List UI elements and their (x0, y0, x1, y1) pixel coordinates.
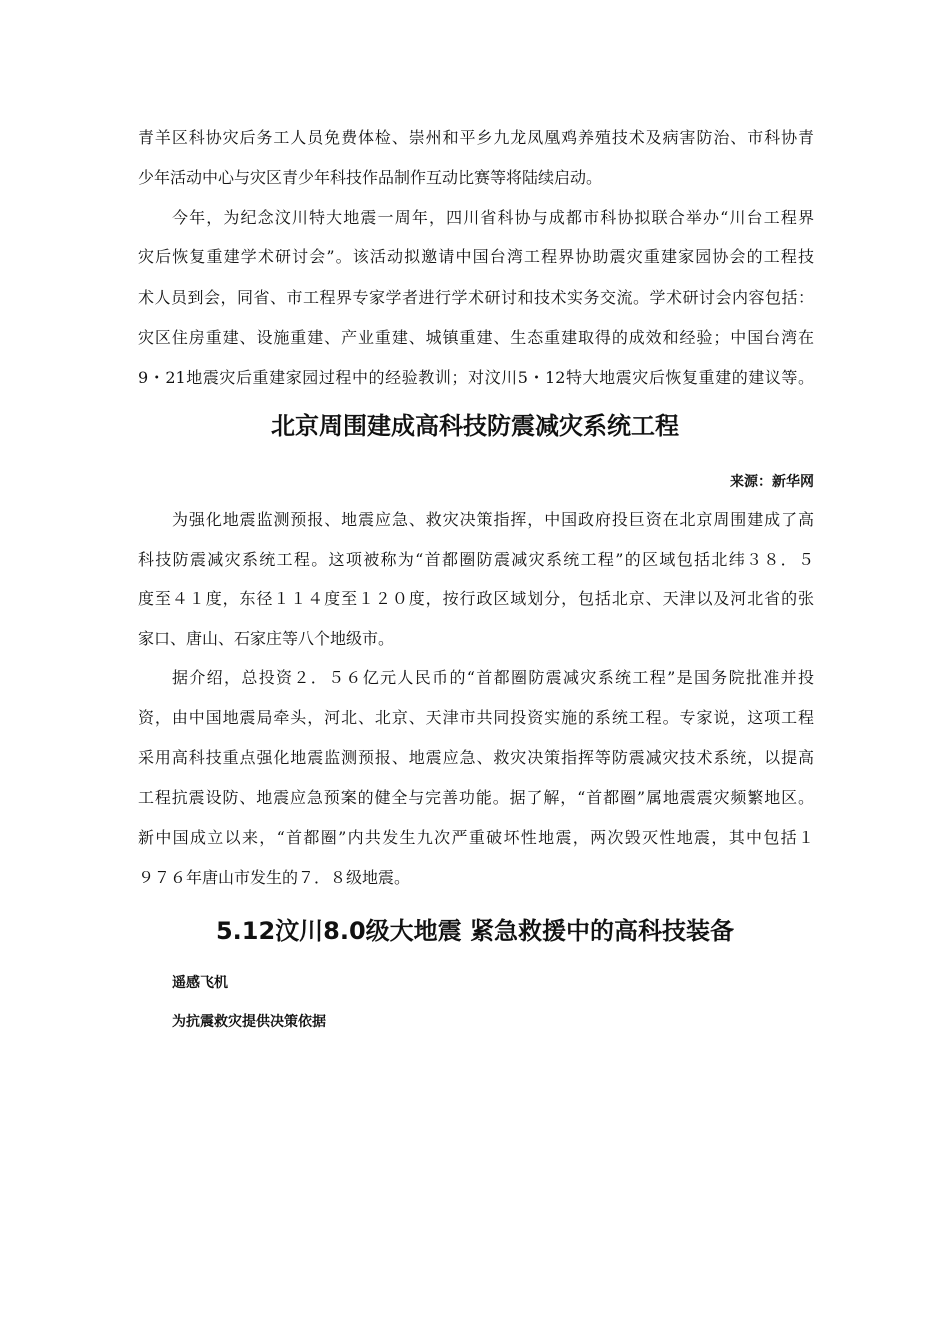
paragraph-line: 工程抗震设防、地震应急预案的健全与完善功能。据了解，“首都圈”属地震震灾频繁地区。 (138, 788, 814, 807)
paragraph-line: 灾区住房重建、设施重建、产业重建、城镇重建、生态重建取得的成效和经验；中国台湾在 (138, 328, 814, 347)
subheading: 为抗震救灾提供决策依据 (172, 1014, 326, 1030)
subheading: 遥感飞机 (172, 975, 228, 991)
article-source: 来源：新华网 (730, 474, 814, 490)
paragraph-line: 家口、唐山、石家庄等八个地级市。 (138, 629, 395, 648)
paragraph-line: ９７６年唐山市发生的７．８级地震。 (138, 868, 411, 887)
article-title: 北京周围建成高科技防震减灾系统工程 (271, 412, 679, 440)
paragraph-line: 据介绍，总投资２．５６亿元人民币的“首都圈防震减灾系统工程”是国务院批准并投 (172, 668, 814, 687)
paragraph-line: 采用高科技重点强化地震监测预报、地震应急、救灾决策指挥等防震减灾技术系统，以提高 (138, 748, 814, 767)
paragraph-line: 9・21地震灾后重建家园过程中的经验教训；对汶川5・12特大地震灾后恢复重建的建议等。 (138, 368, 814, 387)
paragraph-line: 青羊区科协灾后务工人员免费体检、崇州和平乡九龙凤凰鸡养殖技术及病害防治、市科协青 (138, 128, 814, 147)
paragraph-line: 今年，为纪念汶川特大地震一周年，四川省科协与成都市科协拟联合举办“川台工程界 (172, 208, 814, 227)
paragraph-line: 科技防震减灾系统工程。这项被称为“首都圈防震减灾系统工程”的区域包括北纬３８．５ (138, 550, 814, 569)
paragraph-line: 新中国成立以来，“首都圈”内共发生九次严重破坏性地震，两次毁灭性地震，其中包括１ (138, 828, 814, 847)
paragraph-line: 资，由中国地震局牵头，河北、北京、天津市共同投资实施的系统工程。专家说，这项工程 (138, 708, 814, 727)
paragraph-line: 灾后恢复重建学术研讨会”。该活动拟邀请中国台湾工程界协助震灾重建家园协会的工程技 (138, 247, 814, 266)
paragraph-line: 术人员到会，同省、市工程界专家学者进行学术研讨和技术实务交流。学术研讨会内容包括： (138, 288, 814, 307)
paragraph-line: 度至４１度，东径１１４度至１２０度，按行政区域划分，包括北京、天津以及河北省的张 (138, 589, 814, 608)
paragraph-line: 为强化地震监测预报、地震应急、救灾决策指挥，中国政府投巨资在北京周围建成了高 (172, 510, 814, 529)
article-title: 5.12汶川8.0级大地震 紧急救援中的高科技装备 (215, 917, 735, 945)
paragraph-line: 少年活动中心与灾区青少年科技作品制作互动比赛等将陆续启动。 (138, 168, 603, 187)
